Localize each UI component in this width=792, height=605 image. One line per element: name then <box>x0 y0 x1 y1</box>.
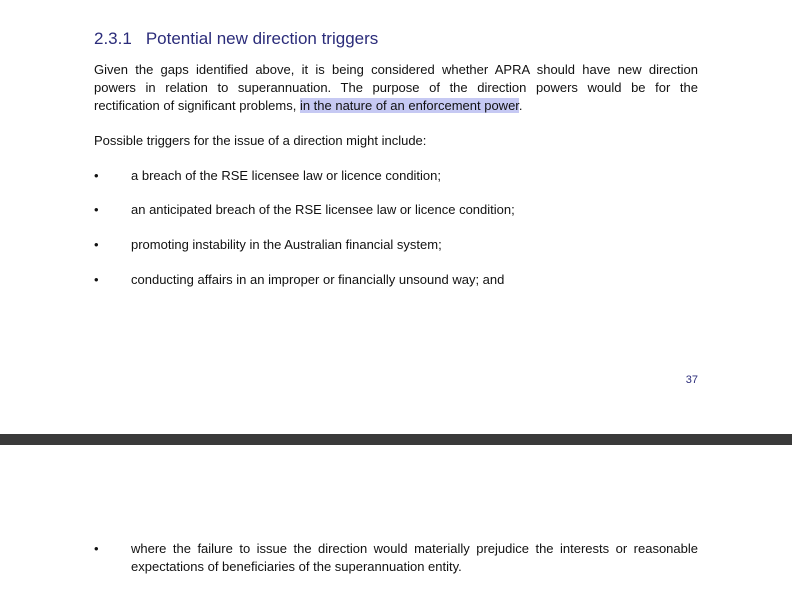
bullet-icon: • <box>94 202 99 217</box>
bullet-icon: • <box>94 168 99 183</box>
intro-line-3-text: rectification of significant problems, <box>94 98 300 113</box>
list-item-text: conducting affairs in an improper or financially unsound way; and <box>131 272 505 287</box>
list-item-text: promoting instability in the Australian financial system; <box>131 237 442 252</box>
cut-off-text <box>130 599 460 605</box>
list-item-text <box>131 540 698 576</box>
intro-line-1: Given the gaps identified above, it is being considered whether APRA should have new direction <box>94 62 698 77</box>
list-item-text: an anticipated breach of the RSE licensee law or licence condition; <box>131 202 515 217</box>
intro-line-2: powers in relation to superannuation. The purpose of the direction powers would be for the <box>94 80 698 95</box>
lead-in-sentence <box>94 132 698 150</box>
section-heading <box>94 29 378 49</box>
page-separator <box>0 434 792 445</box>
intro-line-3-period: . <box>518 98 523 113</box>
intro-paragraph <box>94 61 698 115</box>
bullet-icon: • <box>94 541 99 556</box>
section-number: 2.3.1 <box>94 29 132 48</box>
list-item-text: a breach of the RSE licensee law or licence condition; <box>131 168 442 183</box>
lead-in-text: Possible triggers for the issue of a direction might include: <box>94 133 427 148</box>
list-item-line-2: expectations of beneficiaries of the superannuation entity. <box>131 559 462 574</box>
page-number: 37 <box>685 374 698 386</box>
text-highlight[interactable]: in the nature of an enforcement power <box>299 98 519 113</box>
list-item-line-1: where the failure to issue the direction would materially prejudice the interests or reasonable <box>131 541 698 556</box>
intro-line-3 <box>94 97 698 115</box>
bullet-icon: • <box>94 237 99 252</box>
page-38 <box>0 445 792 605</box>
bullet-icon: • <box>94 272 99 287</box>
section-title: Potential new direction triggers <box>145 29 379 48</box>
